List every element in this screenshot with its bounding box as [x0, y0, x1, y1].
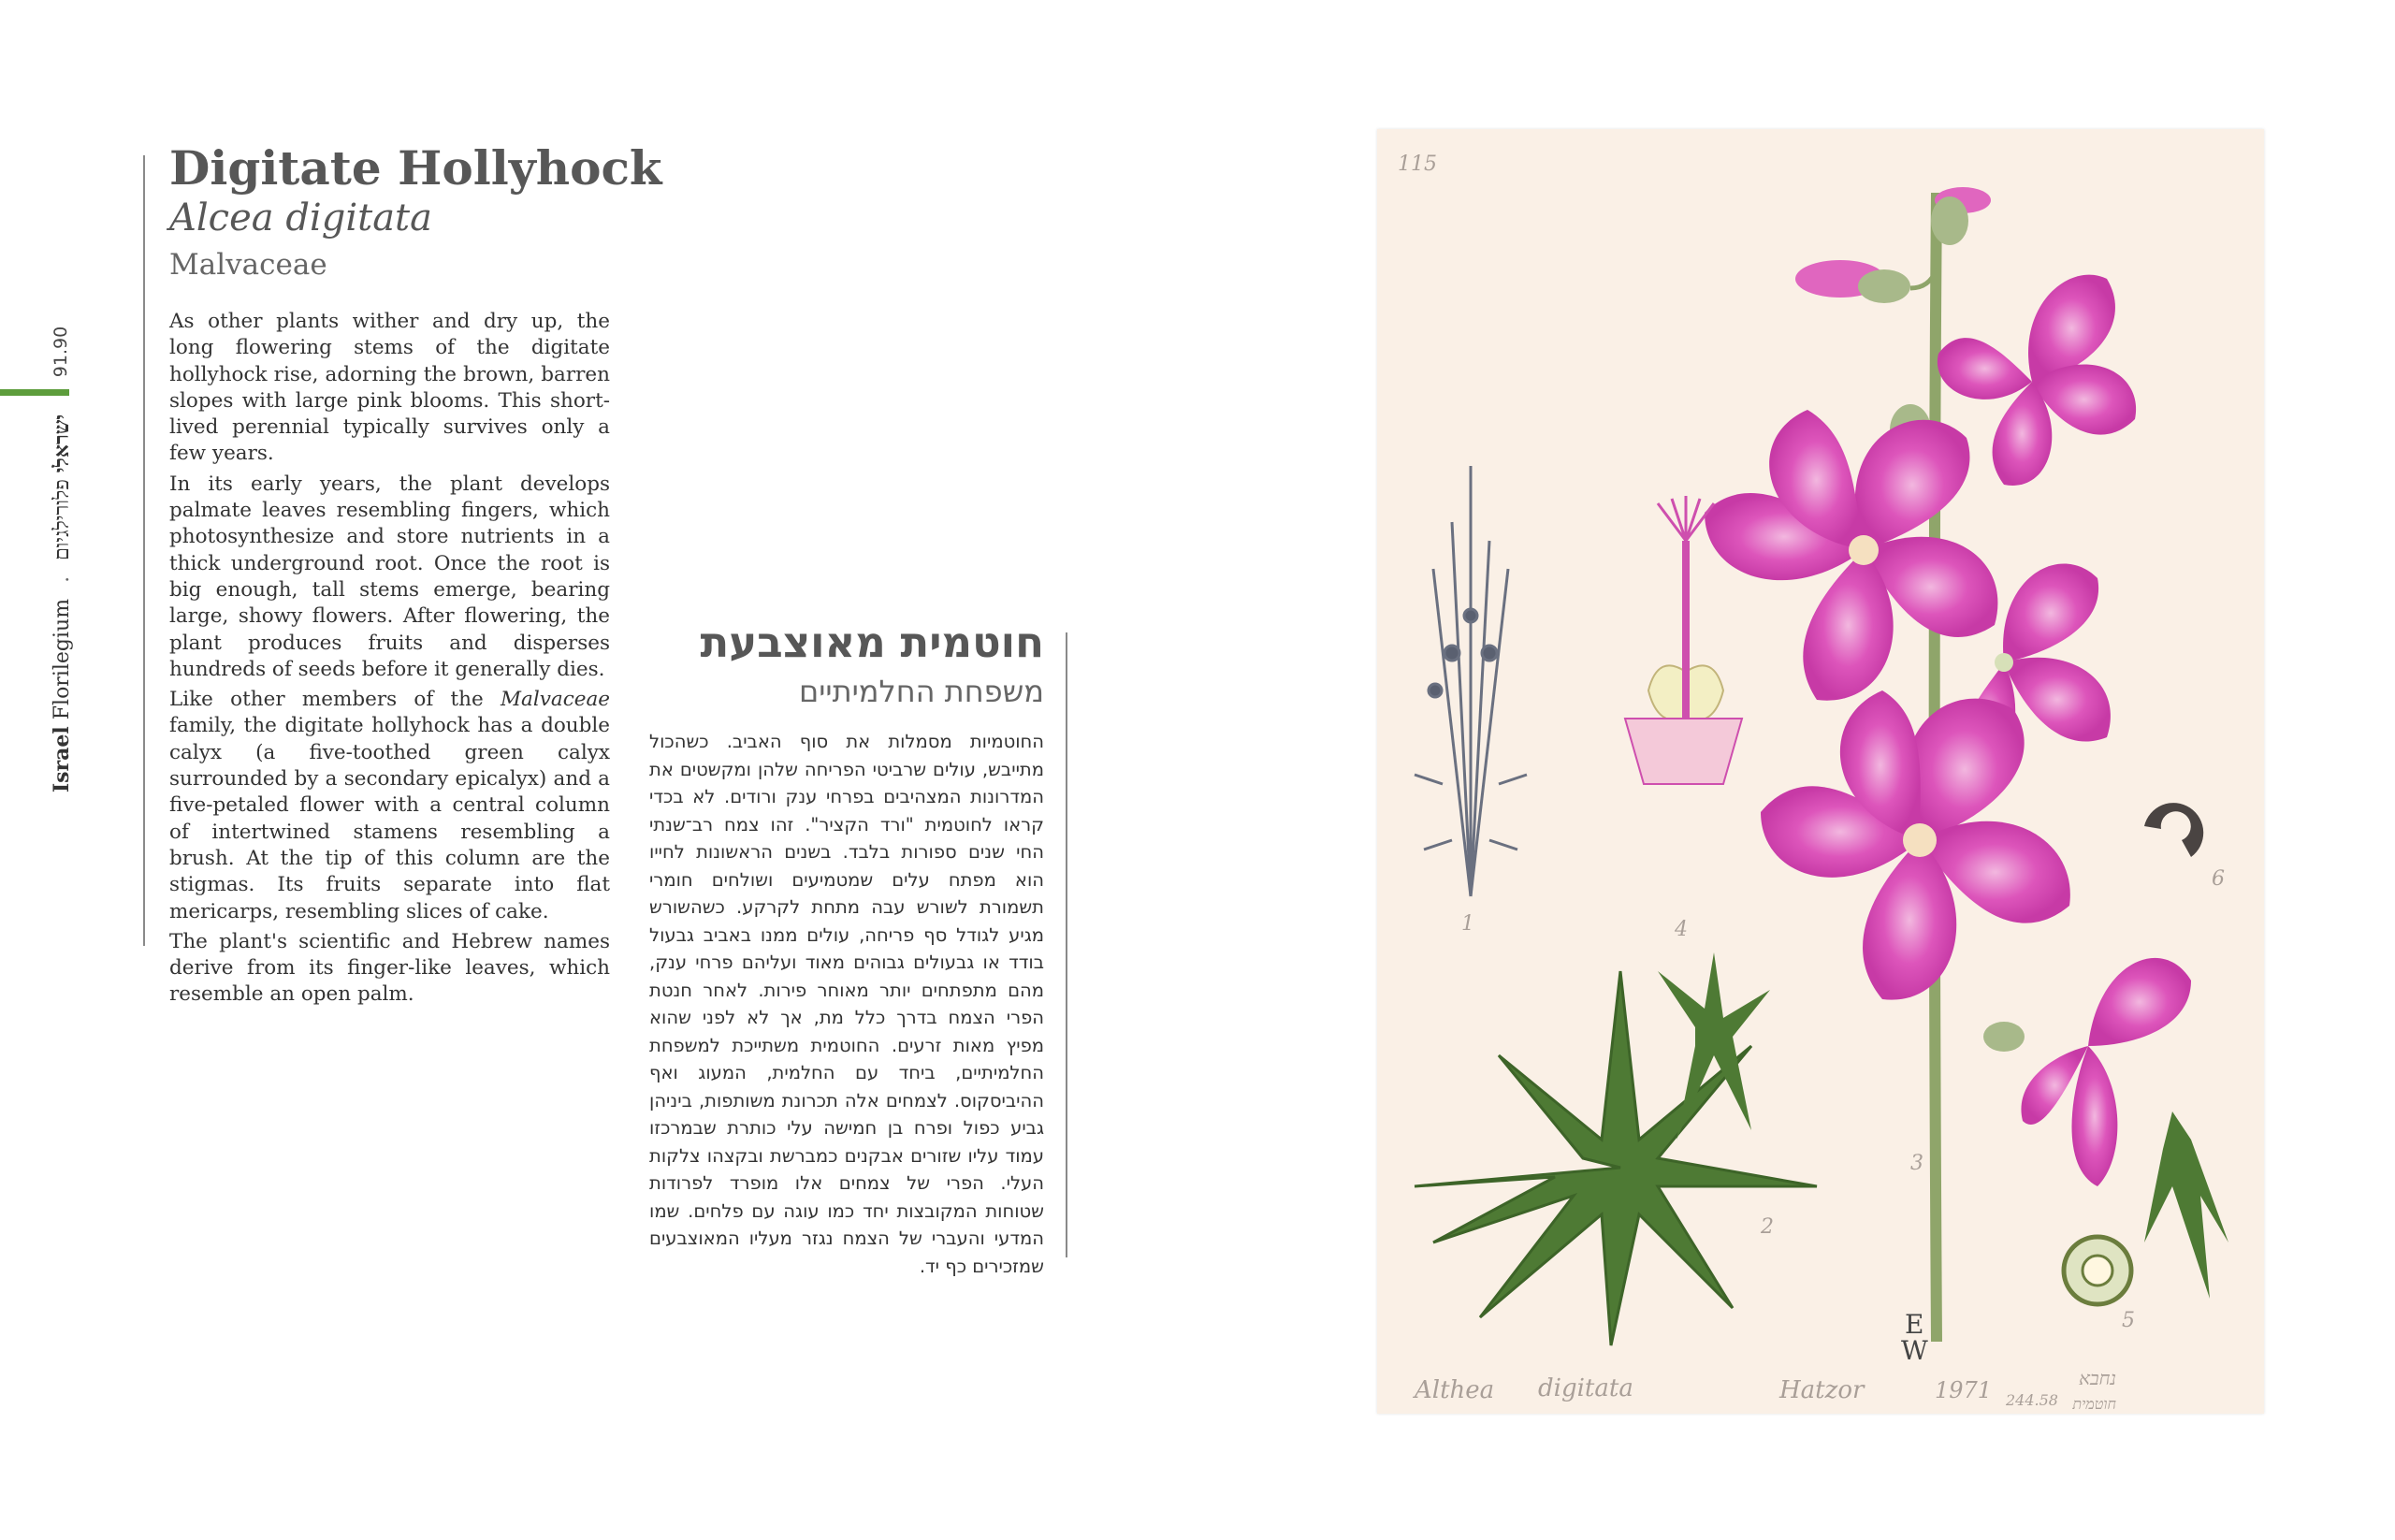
monogram-bottom: W	[1901, 1335, 1928, 1366]
artist-monogram	[1901, 1309, 1928, 1366]
running-head-hebrew-rest: פלורילגיום	[51, 479, 74, 560]
hebrew-title: חוטמית מאוצבעת	[700, 617, 1044, 667]
inscription-hebrew-2: חוטמית	[2072, 1395, 2116, 1413]
label-2: 2	[1761, 1215, 1774, 1239]
plate-illustration	[1377, 129, 2264, 1414]
english-paragraph-1: As other plants wither and dry up, the long flowering stems of the digitate hollyhock rise, adorning the brown, barren slopes with large pink blooms. This short-lived perennial typically survives only a few years.	[169, 310, 610, 466]
palmate-leaf	[1415, 971, 1817, 1345]
flower-lower-right	[1983, 958, 2191, 1186]
label-4: 4	[1675, 918, 1688, 941]
english-paragraph-3	[169, 687, 610, 925]
english-paragraph-4: The plant's scientific and Hebrew names derive from its finger-like leaves, which resemble an open palm.	[169, 929, 610, 1007]
botanical-plate	[1377, 129, 2264, 1414]
flower-large-center	[1761, 690, 2070, 1000]
running-head-separator: .	[51, 575, 74, 583]
flower-buds	[1795, 187, 1991, 457]
english-column-rule	[143, 155, 145, 946]
english-paragraph-2: In its early years, the plant develops palmate leaves resembling fingers, which photosynthesize and store nutrients in a thick underground root. Once the root is big enough, tall stems emerge, bearing large, showy flowers. After flowering, the plant produces fruits and disperses hundreds of seeds before it generally dies.	[169, 472, 610, 681]
running-head	[46, 414, 78, 793]
hebrew-column-rule	[1066, 632, 1067, 1257]
running-head-hebrew	[51, 414, 74, 560]
english-title: Digitate Hollyhock	[169, 140, 662, 196]
plate-number: 115	[1398, 153, 1437, 176]
folio-number	[47, 324, 75, 380]
english-body	[169, 309, 610, 1012]
figure-habit-sketch	[1415, 466, 1527, 896]
chapter-tab	[0, 389, 69, 396]
running-head-rest: Florilegium	[51, 598, 74, 720]
monogram-top: E	[1905, 1309, 1924, 1340]
english-family: Malvaceae	[169, 248, 327, 282]
running-head-text	[50, 414, 74, 792]
running-head-bold: Israel	[50, 726, 74, 793]
figure-seed	[2144, 803, 2203, 857]
label-6: 6	[2212, 867, 2225, 891]
p3-before: Like other members of the	[169, 688, 501, 712]
right-leaf	[2144, 1111, 2228, 1299]
inscription-locality: Hatzor	[1779, 1376, 1865, 1404]
hebrew-body: החוטמיות מסמלות את סוף האביב. כשהכול מתייבש, עולים שרביטי הפריחה שלהן ומקשטים את המדרונות המצהיבים בפרחי ענק ורודים. לא בכדי קראו לחוטמית "ורד הקציר". זהו צמח רב־שנתי החי שנים ספורות בלבד. בשנים הראשונות לחייו הוא מפתח עלים שמטמיעים ושולחים חומרי תשמורת לשורש עבה מתחת לקרקע. כשהשורש מגיע לגודל סף פריחה, עולים ממנו באביב גבעול בודד או גבעולים גבוהים מאוד ועליהם פרחי ענק, מהם מתפתחים יותר מאוחר פירות. לאחר חנטת הפרי הצמח בדרך כלל מת, אך לא לפני שהוא מפיץ מאות זרעים. החוטמית משתייכת למשפחת החלמיתיים, ביחד עם החלמית, המעוג ואף ההיביסקוס. לצמחים אלה תכרונת משותפות, ביניהן גביע כפול ופרח בן חמישה עלי כותרת שבמרכזו עמוד עליו שזורים אבקנים כמברשת ובקצהו צלקות העלי. הפרי של צמחים אלו מופרד לפרודות שטוחות המקובצות יחד כמו עוגה עם פלחים. שמו המדעי והעברי של הצמח נגזר מעליו המאוצבעים שמזכירים כף יד.	[649, 731, 1044, 1277]
label-3: 3	[1910, 1152, 1923, 1175]
p3-italic-family: Malvaceae	[501, 688, 610, 712]
latin-name: Alcea digitata	[169, 196, 432, 240]
figure-fruit-section	[2064, 1237, 2131, 1304]
p3-after: family, the digitate hollyhock has a double calyx (a five-toothed green calyx surrounded by a secondary epicalyx) and a five-petaled flower with a central column of intertwined stamens resembling a brush. At the tip of this column are the stigmas. Its fruits separate into flat mericarps, resembling slices of cake.	[169, 714, 610, 923]
inscription-species: digitata	[1538, 1374, 1633, 1402]
running-head-hebrew-bold: ישראלי	[50, 414, 74, 473]
inscription-hebrew-1: נחבא	[2079, 1367, 2116, 1389]
inscription-genus: Althea	[1415, 1376, 1495, 1404]
label-5: 5	[2122, 1309, 2135, 1332]
folio-text: 91.90	[51, 326, 71, 378]
inscription-year: 1971	[1935, 1377, 1993, 1403]
label-1: 1	[1461, 912, 1474, 936]
hebrew-family: משפחת החלמיתיים	[799, 674, 1044, 709]
inscription-number: 244.58	[2006, 1391, 2058, 1409]
flower-large-left	[1705, 410, 1997, 701]
